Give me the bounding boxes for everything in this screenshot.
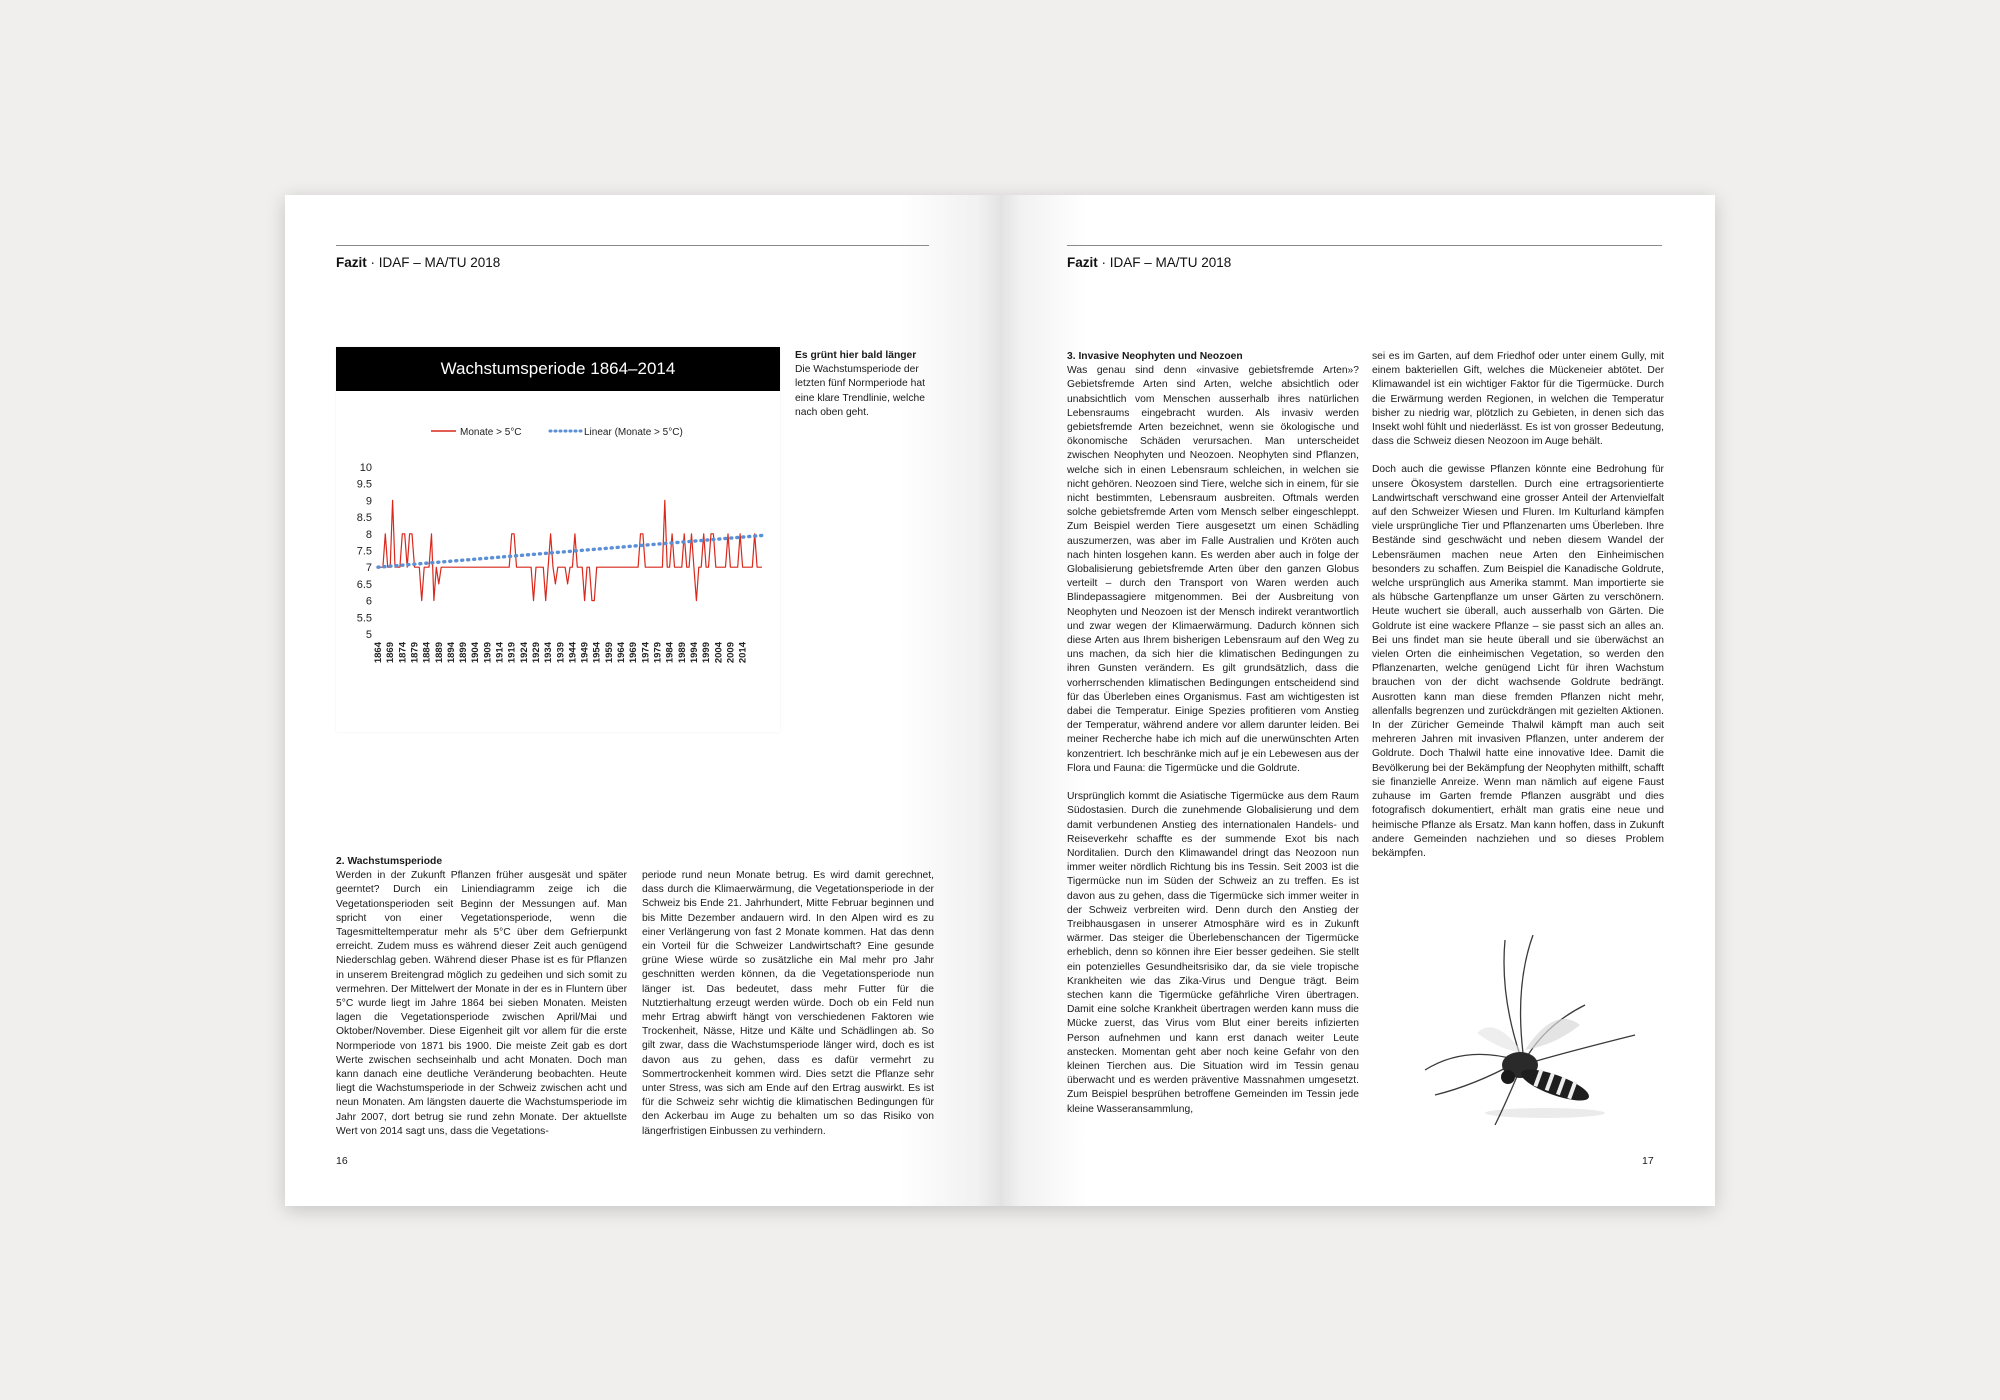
y-tick-label: 5.5 — [356, 612, 372, 625]
column-right-1 — [1067, 350, 1359, 1131]
y-tick-label: 8.5 — [356, 512, 372, 525]
body-paragraph: Ursprünglich kommt die Asiatische Tigermücke aus dem Raum Südostasien. Durch die zunehmende Globalisierung und dem damit verbundenen Anstieg des internationalen Handels- und Reiseverkehr schaffte es der summende Exot bis nach Norditalien. Durch den Klimawandel dringt das Neozoon nun immer weiter nördlich Richtung bis ins Tessin. Seit 2003 ist die Tigermücke nun im Süden der Schweiz an zu treffen. Es ist davon aus zu gehen, dass die Tigermücke sich immer weiter in der Schweiz verbreiten wird. Denn durch den Anstieg der Treibhausgasen in unserer Atmosphäre wird es in Zukunft wärmer. Das steiger die Überlebenschancen der Tigermücke erheblich, denn so können ihre Eier besser gedeihen. Sie stellt ein potenzielles Gesundheitsrisiko dar, da sie viele tropische Krankheiten wie das Zika-Virus und Dengue trägt. Beim stechen kann die Tigermücke gefährliche Viren übertragen. Damit eine solche Krankheit übertragen werden kann muss die Mücke zuerst, das Virus vom Blut einer bereits infizierten Person aufnehmen und kann erst danach weiter Leute anstecken. Momentan geht aber noch keine Gefahr von den kleinen Tierchen aus. Die Situation wird im Tessin genau überwacht und es werden präventive Massnahmen umgesetzt. Zum Beispiel besprühen betroffene Gemeinden im Tessin jede kleine Wasseransammlung, — [1067, 791, 1359, 1115]
y-tick-label: 6 — [365, 595, 372, 608]
x-tick-label: 2004 — [713, 642, 725, 664]
column-right-2 — [1372, 350, 1664, 875]
x-tick-label: 1894 — [445, 642, 457, 664]
mosquito-photo-icon — [1405, 935, 1645, 1135]
x-tick-label: 2014 — [737, 642, 749, 664]
x-tick-label: 1939 — [555, 642, 567, 664]
x-tick-label: 1974 — [640, 642, 652, 664]
y-tick-label: 9 — [365, 495, 372, 508]
header-subtitle: · IDAF – MA/TU 2018 — [1097, 255, 1232, 270]
x-tick-label: 1889 — [433, 642, 445, 664]
body-paragraph: Was genau sind denn «invasive gebietsfremde Arten»? Gebietsfremde Arten sind Arten, welche absichtlich oder unabsichtlich vom Menschen ausserhalb ihres natürlichen Lebensraums eingebracht wurden. Als invasiv werden gebietsfremde Arten bezeichnet, wenn sie ökologische und ökonomische Schäden verursachen. Man unterscheidet zwischen Neophyten und Neozoen. Neophyten sind Pflanzen, welche sich in einen Lebensraum schleichen, in welchen sie nicht gehören. Neozoen sind Tiere, welche sich in einem, für sie nicht bestimmten, Lebensraum ausbreiten. Oftmals werden solche gebietsfremde Arten vom Mensch selber eingeschleppt. Zum Beispiel werden Tiere ausgesetzt um einen Schädling auszumerzen, was aber im Falle Australien und Kröten auch nach hinten losgehen kann. Es werden aber auch in folge der Globalisierung gebietsfremde Arten über den ganzen Globus verteilt – durch den Transport von Waren werden auch Blindepassagiere mitgenommen. Bei der Ausbreitung von Neophyten und Neozoen ist der Mensch indirekt verantwortlich und zwar wegen der Klimaerwärmung. Dadurch können sich diese Arten aus Ihrem bisherigen Lebensraum auf den Weg zu uns machen, da sich hier die klimatischen Bedingungen zu ihren Gunsten verändern. Es gilt grundsätzlich, dass die vorherrschenden klimatischen Bedingungen entscheidend sind für das Überleben eines Organismus. Fast am wichtigesten ist dabei die Temperatur. Einige Spezies profitieren vom Anstieg der Temperatur, während andere vor allem darunter leiden. Bei meiner Recherche habe ich mich auf die unerwünschten Arten konzentriert. Ich beschränke mich auf je ein Lebewesen aus der Flora und Fauna: die Tigermücke und die Goldrute. — [1067, 365, 1359, 774]
y-tick-label: 7.5 — [356, 545, 372, 558]
column-left-1 — [336, 855, 627, 1139]
column-left-2 — [642, 869, 934, 1139]
x-tick-label: 1869 — [385, 642, 397, 664]
x-tick-label: 1924 — [518, 642, 530, 664]
line-chart — [336, 391, 780, 732]
y-tick-label: 9.5 — [356, 478, 372, 491]
x-tick-label: 1874 — [397, 642, 409, 664]
legend-label-linear: Linear (Monate > 5°C) — [584, 427, 683, 438]
x-tick-label: 1959 — [603, 642, 615, 664]
x-tick-label: 1979 — [652, 642, 664, 664]
right-page — [1000, 195, 1715, 1206]
x-tick-label: 1984 — [664, 642, 676, 664]
caption-text: Die Wachstumsperiode der letzten fünf Normperiode hat eine klare Trendlinie, welche nach oben geht. — [795, 364, 925, 418]
x-tick-label: 1934 — [543, 642, 555, 664]
x-tick-label: 1964 — [616, 642, 628, 664]
header-rule — [1067, 245, 1662, 246]
x-tick-label: 1994 — [688, 642, 700, 664]
chart-box — [336, 347, 780, 732]
y-tick-label: 10 — [359, 462, 372, 474]
x-tick-label: 1954 — [591, 642, 603, 664]
y-tick-label: 5 — [365, 629, 372, 641]
header-section: Fazit — [1067, 255, 1098, 270]
x-tick-label: 1929 — [530, 642, 542, 664]
magazine-spread — [285, 195, 1715, 1206]
page-number: 16 — [336, 1155, 348, 1167]
x-tick-label: 1949 — [579, 642, 591, 664]
x-tick-label: 1919 — [506, 642, 518, 664]
x-tick-label: 1879 — [409, 642, 421, 664]
header-section: Fazit — [336, 255, 367, 270]
page-number: 17 — [1642, 1155, 1654, 1167]
chart-caption — [795, 349, 945, 420]
x-tick-label: 1884 — [421, 642, 433, 664]
page-header — [336, 255, 500, 270]
body-paragraph: Doch auch die gewisse Pflanzen könnte eine Bedrohung für unsere Ökosystem darstellen. Durch eine ertragsorientierte Landwirtschaft verschwand eine grosser Anteil der Artenvielfalt auf den Schweizer Wiesen und Fluren. Im Kulturland kämpfen viele ursprüngliche Tier und Pflanzenarten ums Überleben. Ihre Bestände sind geschwächt und neben diesem Wandel der Lebensräumen machen neue Arten den Einheimischen besonders zu schaffen. Zum Beispiel die Kanadische Goldrute, welche ursprünglich aus Amerika stammt. Man importierte sie als hübsche Gartenpflanze um unser Gärten zu verschönern. Heute wuchert sie überall, auch ausserhalb von Gärten. Die Goldrute ist eine wackere Pflanze – sie passt sich an alles an. Bei uns findet man sie heute überall und sie überwächst an vielen Orten die einheimischen Vegetation, so werden den Pflanzenarten, welche genügend Licht für ihren Wachstum brauchen von der dicht wachsende Goldrute bedrängt. Ausrotten kann man diese fremden Pflanzen nicht mehr, allenfalls begrenzen und zurückdrängen mit gezielten Aktionen. In der Züricher Gemeinde Thalwil kämpft man auch seit mehreren Jahren mit invasiven Pflanzen, unter anderem der Goldrute. Doch Thalwil hatte eine innovative Idee. Damit die Bevölkerung bei der Bekämpfung der Neophyten mithilft, schafft sie finanzielle Anreize. Wenn man nämlich auf eigene Faust zuhause im Garten fremde Pflanzen ausgräbt und dies fotografisch dokumentiert, erhält man gratis eine neue und heimische Pflanze als Ersatz. Man kann hoffen, dass in Zukunft andere Gemeinden nachziehen und so dieses Problem bekämpfen. — [1372, 464, 1664, 859]
header-subtitle: · IDAF – MA/TU 2018 — [366, 255, 501, 270]
y-tick-label: 8 — [365, 528, 372, 541]
body-paragraph: sei es im Garten, auf dem Friedhof oder unter einem Gully, mit einem bakteriellen Gift, welches die Mückeneier abtötet. Der Klimawandel ist ein wichtiger Faktor für die Tigermücke. Durch die Erwärmung werden Regionen, in welchen die Temperatur bisher zu niedrig war, plötzlich zu Gebieten, in denen sich das Insekt wohl fühlt und niederlässt. Es ist von grosser Bedeutung, dass die Schweiz diesen Neozoon im Auge behält. — [1372, 351, 1664, 448]
x-tick-label: 1914 — [494, 642, 506, 664]
left-page — [285, 195, 1000, 1206]
body-paragraph: Werden in der Zukunft Pflanzen früher ausgesät und später geerntet? Durch ein Liniendiagramm zeige ich die Vegetationsperioden seit Beginn der Messungen auf. Man spricht von einer Vegetationsperiode, wenn die Tagesmitteltemperatur mehr als 5°C über dem Gefrierpunkt erreicht. Zudem muss es während dieser Zeit auch genügend Niederschlag geben. Während dieser Phase ist es für Pflanzen in unserem Breitengrad möglich zu gedeihen und sich somit zu vermehren. Der Mittelwert der Monate in der es in Fluntern über 5°C wurde liegt im Jahre 1864 bei sieben Monaten. Meisten lagen die Vegetationsperiode zwischen April/Mai und Oktober/November. Diese Eigenheit gilt vor allem für die erste Normperiode von 1871 bis 1900. Die meiste Zeit gab es dort Werte zwischen sechseinhalb und acht Monaten. Doch man kann danach eine deutliche Veränderung beobachten. Heute liegt die Wachstumsperiode in der Schweiz zwischen acht und neun Monaten. Am längsten dauerte die Wachstumsperiode im Jahr 2007, dort betrug sie rund zehn Monate. Der aktuellste Wert von 2014 sagt uns, dass die Vegetations- — [336, 870, 627, 1137]
section-heading: 2. Wachstumsperiode — [336, 856, 443, 867]
x-tick-label: 1944 — [567, 642, 579, 664]
x-tick-label: 1969 — [628, 642, 640, 664]
page-header — [1067, 255, 1231, 270]
x-tick-label: 1899 — [458, 642, 470, 664]
header-rule — [336, 245, 929, 246]
x-tick-label: 1999 — [701, 642, 713, 664]
x-tick-label: 1904 — [470, 642, 482, 664]
section-heading: 3. Invasive Neophyten und Neozoen — [1067, 351, 1243, 362]
y-tick-label: 6.5 — [356, 578, 372, 591]
x-tick-label: 1864 — [373, 642, 384, 664]
y-tick-label: 7 — [365, 562, 372, 575]
x-tick-label: 1989 — [676, 642, 688, 664]
body-paragraph: periode rund neun Monate betrug. Es wird damit gerechnet, dass durch die Klimaerwärmung, die Vegetationsperiode in der Schweiz bis Ende 21. Jahrhundert, Mitte Februar beginnen und bis Mitte Dezember andauern wird. In den Alpen wird es zu einer Verlängerung von fast 2 Monate kommen. Hat das denn ein Vorteil für die Schweizer Landwirtschaft? Eine gesunde grüne Wiese würde so zusätzliche ein Mal mehr pro Jahr geschnitten werden können, da die Vegetationsperiode nun länger ist. Das bedeutet, dass mehr Futter für die Nutztierhaltung erzeugt werden würde. Doch ob ein Feld nun mehr Ertrag abwirft hängt von verschiedenen Faktoren wie Trockenheit, Nässe, Hitze und Kälte und Schädlingen ab. So gilt zwar, dass die Wachstumsperiode länger wird, doch es ist davon aus zu gehen, dass es dafür vermehrt zu Sommertrockenheit kommen wird. Dies setzt die Pflanze sehr unter Stress, was sich am Ende auf den Ertrag auswirkt. Es ist für die Schweiz sehr wichtig die klimatischen Bedingungen für den Ackerbau im Auge zu behalten um so das Risiko von längerfristigen Einbussen zu verhindern. — [642, 870, 934, 1137]
caption-title: Es grünt hier bald länger — [795, 350, 917, 361]
legend-label-monate: Monate > 5°C — [460, 427, 522, 438]
x-tick-label: 2009 — [725, 642, 737, 664]
x-tick-label: 1909 — [482, 642, 494, 664]
chart-title: Wachstumsperiode 1864–2014 — [336, 347, 780, 391]
